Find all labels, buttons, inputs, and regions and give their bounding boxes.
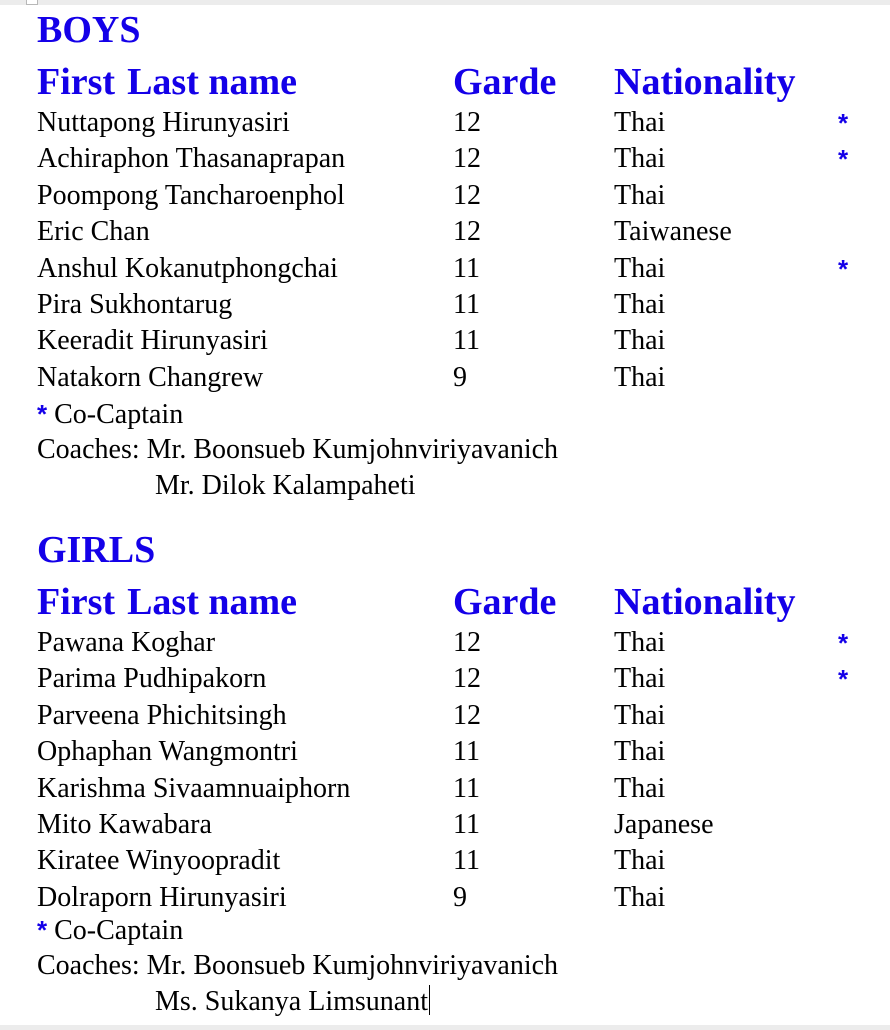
girls-heading: GIRLS bbox=[37, 529, 156, 571]
girls-co-captain-legend bbox=[37, 912, 183, 949]
player-grade: 12 bbox=[453, 179, 481, 211]
co-captain-mark: * bbox=[838, 628, 849, 658]
player-nationality: Thai bbox=[614, 288, 666, 320]
girls-coach-2-line[interactable] bbox=[155, 984, 430, 1020]
player-name: Nuttapong Hirunyasiri bbox=[37, 107, 290, 138]
player-grade: 11 bbox=[453, 808, 480, 840]
table-row bbox=[0, 734, 890, 770]
player-nationality: Thai bbox=[614, 663, 666, 695]
player-nationality: Thai bbox=[614, 627, 666, 658]
table-row bbox=[0, 771, 890, 807]
co-captain-legend-mark: * bbox=[37, 915, 48, 945]
player-grade: 12 bbox=[453, 107, 481, 138]
player-nationality: Thai bbox=[614, 143, 666, 175]
table-row bbox=[0, 105, 890, 141]
boys-co-captain-legend bbox=[37, 396, 183, 433]
table-row bbox=[0, 323, 890, 359]
boys-coaches-line bbox=[37, 432, 558, 468]
player-grade: 11 bbox=[453, 325, 480, 357]
girls-grade-column-header: Garde bbox=[453, 581, 557, 623]
player-name: Karishma Sivaamnuaiphorn bbox=[37, 772, 351, 804]
player-nationality: Taiwanese bbox=[614, 216, 732, 248]
player-nationality: Thai bbox=[614, 252, 666, 284]
table-row bbox=[0, 251, 890, 287]
player-name: Pawana Koghar bbox=[37, 627, 216, 658]
boys-heading: BOYS bbox=[37, 9, 141, 51]
coaches-label: Coaches: bbox=[37, 434, 147, 465]
player-grade: 12 bbox=[453, 216, 481, 248]
table-row bbox=[0, 807, 890, 843]
girls-name-column-header bbox=[37, 580, 297, 624]
boys-nationality-column-header: Nationality bbox=[614, 61, 796, 103]
player-nationality: Thai bbox=[614, 107, 666, 138]
girls-roster bbox=[0, 625, 890, 916]
player-name: Achiraphon Thasanaprapan bbox=[37, 143, 346, 175]
player-grade: 11 bbox=[453, 288, 480, 320]
co-captain-mark: * bbox=[838, 144, 849, 175]
player-grade: 11 bbox=[453, 252, 480, 284]
boys-name-column-header bbox=[37, 60, 297, 104]
table-row bbox=[0, 661, 890, 697]
player-name: Ophaphan Wangmontri bbox=[37, 736, 298, 768]
player-grade: 12 bbox=[453, 143, 481, 175]
table-row bbox=[0, 141, 890, 177]
co-captain-mark: * bbox=[838, 253, 849, 284]
co-captain-legend-text: Co-Captain bbox=[47, 915, 184, 946]
girls-coach-2: Ms. Sukanya Limsunant bbox=[155, 986, 428, 1017]
player-grade: 9 bbox=[453, 361, 467, 393]
coaches-label: Coaches: bbox=[37, 950, 147, 981]
window-bottom-edge bbox=[0, 1025, 890, 1030]
player-name: Dolraporn Hirunyasiri bbox=[37, 881, 287, 913]
co-captain-legend-text: Co-Captain bbox=[47, 399, 184, 430]
player-nationality: Thai bbox=[614, 325, 666, 357]
player-nationality: Thai bbox=[614, 699, 666, 731]
first-name-header: First bbox=[37, 581, 116, 623]
co-captain-mark: * bbox=[838, 108, 849, 138]
table-row bbox=[0, 214, 890, 250]
player-nationality: Thai bbox=[614, 772, 666, 804]
co-captain-mark: * bbox=[838, 664, 849, 695]
last-name-header: Last name bbox=[127, 581, 298, 623]
player-name: Natakorn Changrew bbox=[37, 361, 264, 393]
table-row bbox=[0, 843, 890, 879]
table-row bbox=[0, 698, 890, 734]
player-nationality: Thai bbox=[614, 736, 666, 768]
player-name: Kiratee Winyoopradit bbox=[37, 845, 281, 877]
table-row bbox=[0, 880, 890, 916]
player-name: Parima Pudhipakorn bbox=[37, 663, 267, 695]
player-grade: 12 bbox=[453, 663, 481, 695]
table-row bbox=[0, 287, 890, 323]
player-name: Keeradit Hirunyasiri bbox=[37, 325, 268, 357]
table-row bbox=[0, 360, 890, 396]
player-name: Pira Sukhontarug bbox=[37, 288, 233, 320]
text-cursor bbox=[429, 985, 430, 1015]
player-name: Eric Chan bbox=[37, 216, 150, 248]
player-grade: 11 bbox=[453, 772, 480, 804]
boys-coach-1: Mr. Boonsueb Kumjohnviriyavanich bbox=[146, 434, 559, 465]
player-nationality: Thai bbox=[614, 179, 666, 211]
table-row bbox=[0, 178, 890, 214]
boys-coach-2: Mr. Dilok Kalampaheti bbox=[155, 470, 416, 501]
player-nationality: Thai bbox=[614, 881, 666, 913]
player-grade: 12 bbox=[453, 699, 481, 731]
boys-roster bbox=[0, 105, 890, 396]
boys-grade-column-header: Garde bbox=[453, 61, 557, 103]
girls-coaches-line bbox=[37, 948, 558, 984]
girls-coach-1: Mr. Boonsueb Kumjohnviriyavanich bbox=[146, 950, 559, 981]
girls-nationality-column-header: Nationality bbox=[614, 581, 796, 623]
table-row bbox=[0, 625, 890, 661]
player-grade: 11 bbox=[453, 736, 480, 768]
co-captain-legend-mark: * bbox=[37, 399, 48, 429]
player-name: Mito Kawabara bbox=[37, 808, 212, 840]
player-grade: 12 bbox=[453, 627, 481, 658]
player-name: Parveena Phichitsingh bbox=[37, 699, 287, 731]
player-name: Poompong Tancharoenphol bbox=[37, 179, 345, 211]
first-name-header: First bbox=[37, 61, 116, 103]
player-nationality: Japanese bbox=[614, 808, 714, 840]
last-name-header: Last name bbox=[127, 61, 298, 103]
player-grade: 11 bbox=[453, 845, 480, 877]
player-grade: 9 bbox=[453, 881, 467, 913]
player-name: Anshul Kokanutphongchai bbox=[37, 252, 338, 284]
player-nationality: Thai bbox=[614, 361, 666, 393]
player-nationality: Thai bbox=[614, 845, 666, 877]
